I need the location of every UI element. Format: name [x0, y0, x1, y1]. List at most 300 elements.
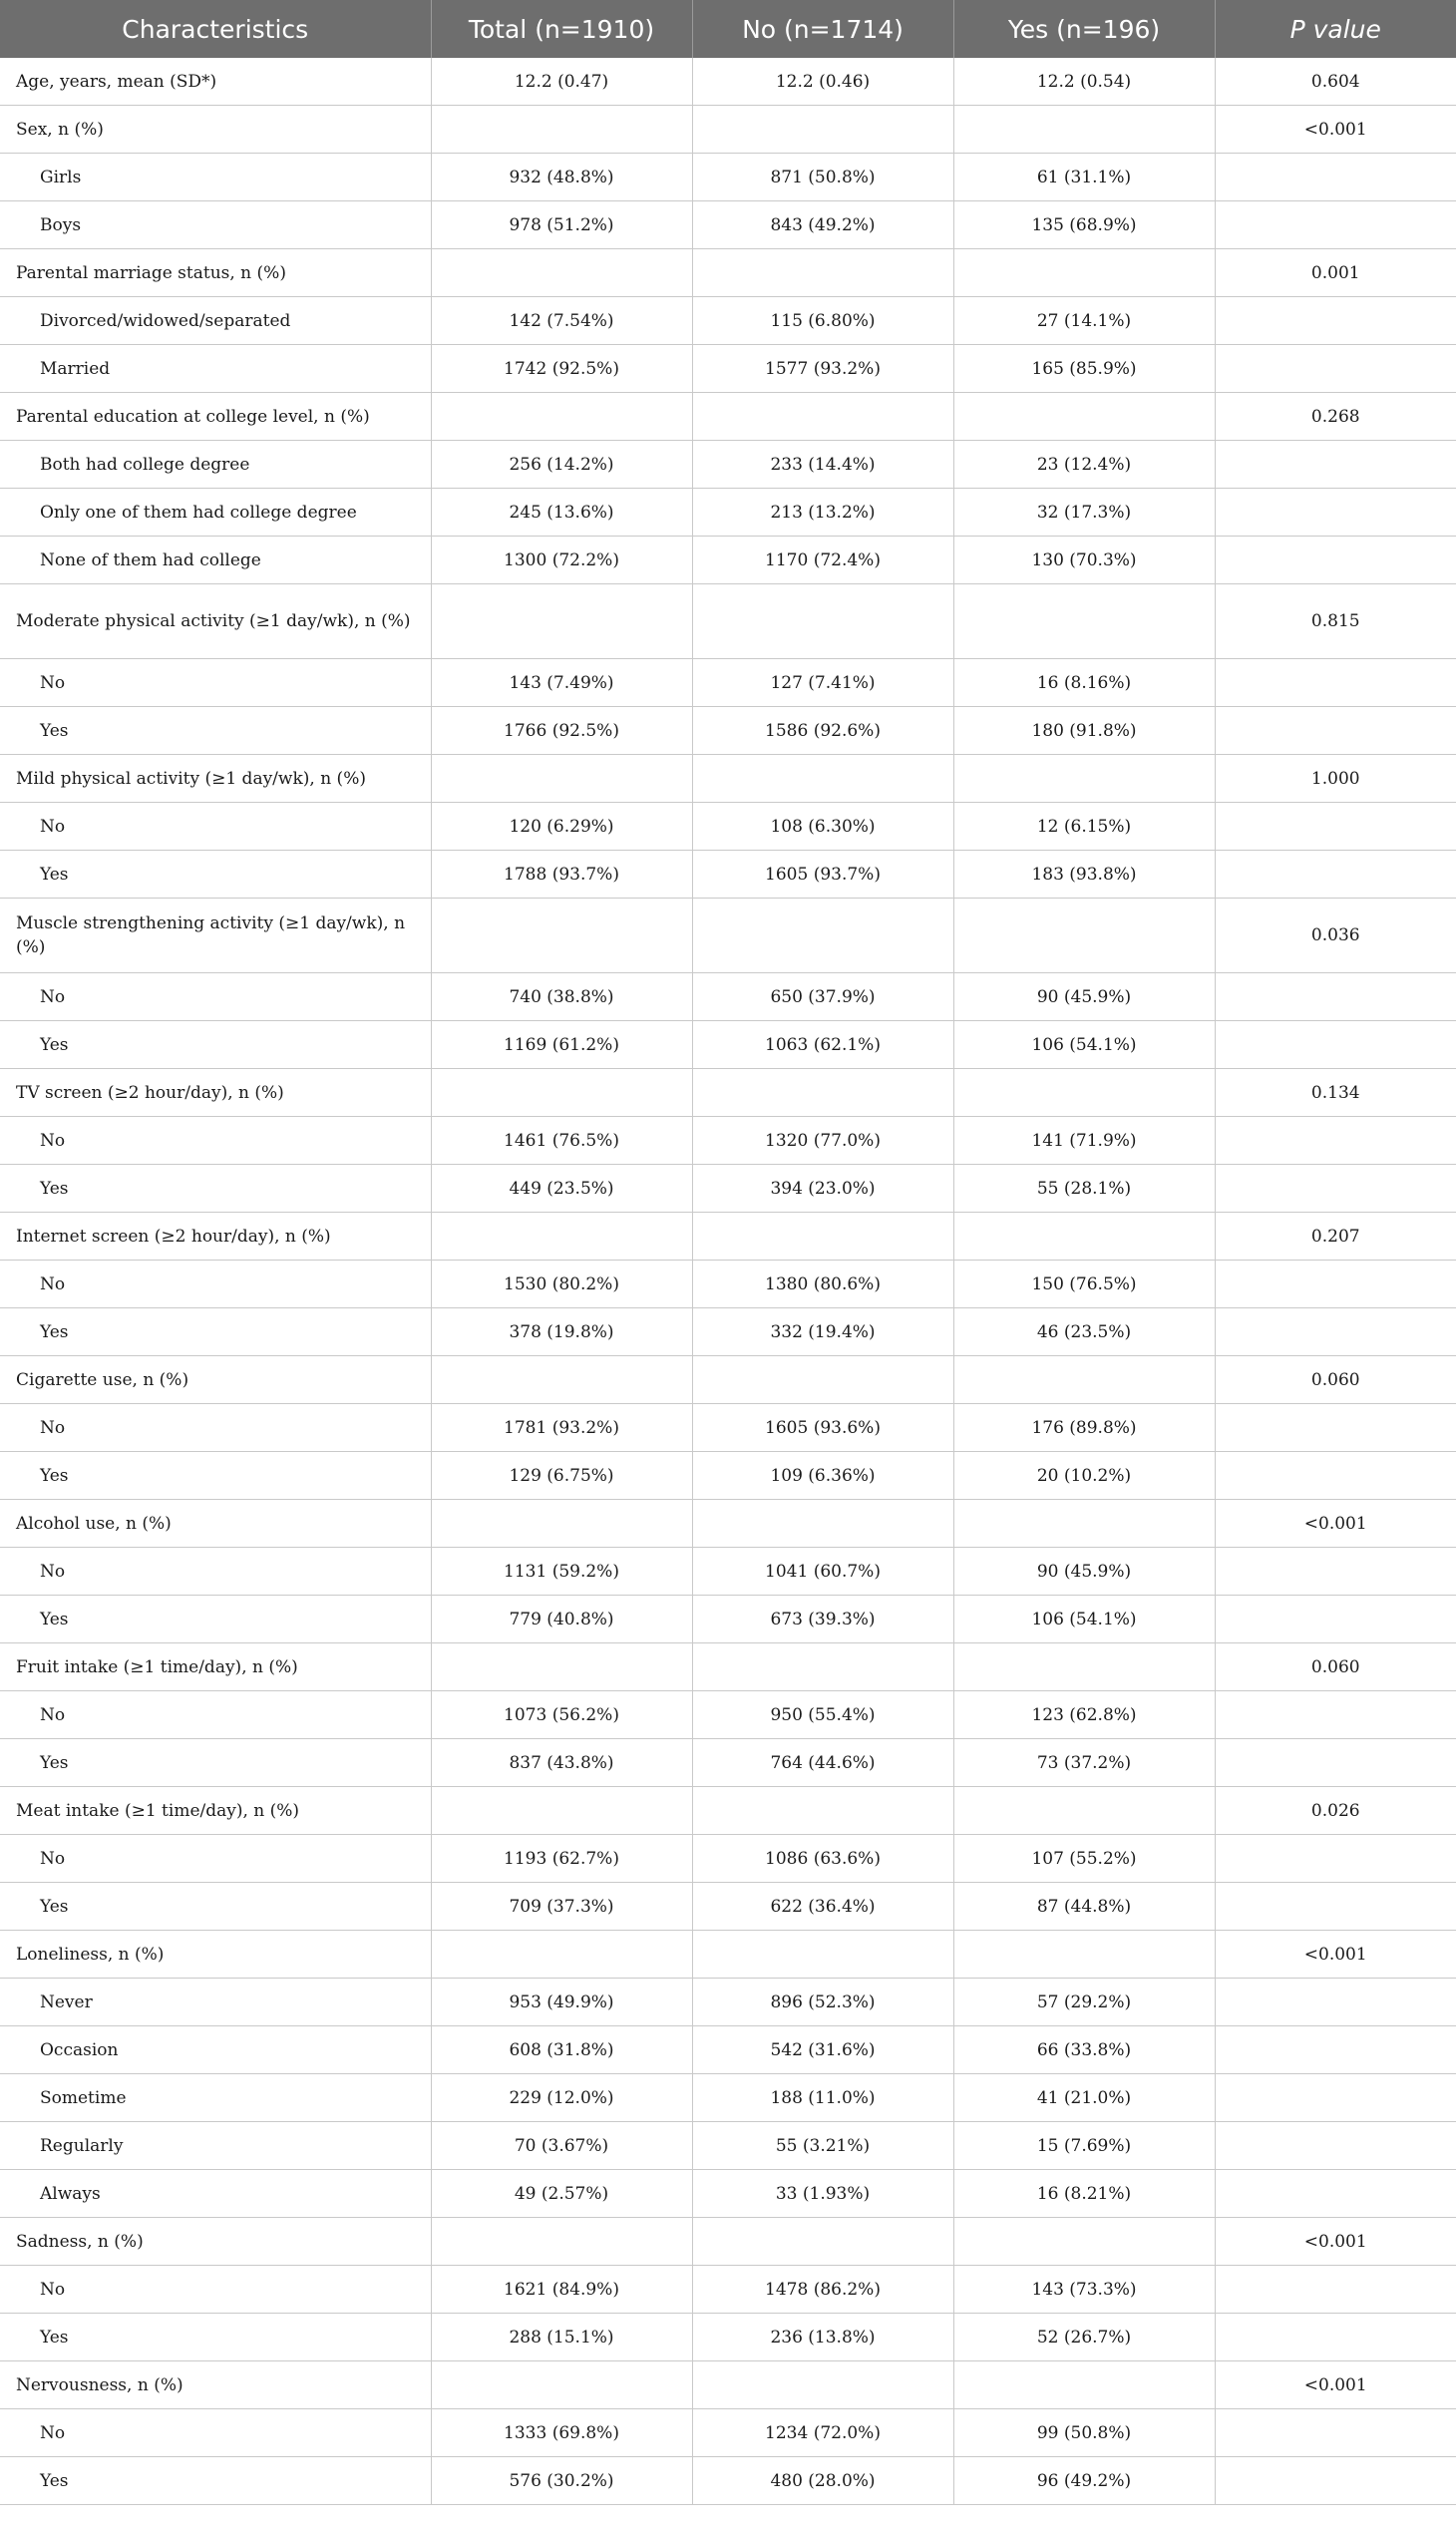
label-cell: Occasion: [0, 2026, 431, 2074]
p-value-cell: [1215, 1117, 1456, 1165]
p-value-cell: [1215, 2314, 1456, 2361]
no-cell: 1041 (60.7%): [692, 1548, 953, 1596]
p-value-cell: [1215, 1691, 1456, 1739]
label-cell: Yes: [0, 1452, 431, 1500]
yes-cell: 90 (45.9%): [953, 1548, 1215, 1596]
subcategory-row: [0, 1979, 1456, 2026]
p-value-cell: [1215, 1165, 1456, 1213]
no-cell: [692, 584, 953, 659]
label-cell: Nervousness, n (%): [0, 2361, 431, 2409]
p-value-cell: [1215, 803, 1456, 851]
total-cell: [431, 106, 692, 154]
subcategory-row: [0, 297, 1456, 345]
p-value-cell: [1215, 2170, 1456, 2218]
variable-row: [0, 106, 1456, 154]
p-value-cell: [1215, 1596, 1456, 1643]
yes-cell: [953, 1643, 1215, 1691]
p-value-cell: [1215, 973, 1456, 1021]
p-value-cell: [1215, 1404, 1456, 1452]
label-cell: No: [0, 1261, 431, 1308]
yes-cell: 23 (12.4%): [953, 441, 1215, 489]
no-cell: [692, 899, 953, 973]
total-cell: 1530 (80.2%): [431, 1261, 692, 1308]
no-cell: 1478 (86.2%): [692, 2266, 953, 2314]
subcategory-row: [0, 345, 1456, 393]
p-value-cell: [1215, 2026, 1456, 2074]
total-cell: 1333 (69.8%): [431, 2409, 692, 2457]
yes-cell: 106 (54.1%): [953, 1596, 1215, 1643]
total-cell: 1461 (76.5%): [431, 1117, 692, 1165]
table-body: [0, 58, 1456, 2505]
p-value-cell: <0.001: [1215, 1931, 1456, 1979]
total-cell: [431, 2361, 692, 2409]
subcategory-row: [0, 707, 1456, 755]
total-cell: [431, 584, 692, 659]
p-value-cell: 0.026: [1215, 1787, 1456, 1835]
subcategory-row: [0, 1261, 1456, 1308]
no-cell: 1586 (92.6%): [692, 707, 953, 755]
p-value-cell: [1215, 1739, 1456, 1787]
header-row: [0, 0, 1456, 58]
p-value-cell: [1215, 1835, 1456, 1883]
yes-cell: [953, 2218, 1215, 2266]
yes-cell: 165 (85.9%): [953, 345, 1215, 393]
variable-row: [0, 249, 1456, 297]
label-cell: Muscle strengthening activity (≥1 day/wk), n (%): [0, 899, 431, 973]
total-cell: [431, 1643, 692, 1691]
no-cell: 33 (1.93%): [692, 2170, 953, 2218]
label-cell: Yes: [0, 1165, 431, 1213]
total-cell: [431, 899, 692, 973]
yes-cell: [953, 106, 1215, 154]
no-cell: [692, 1931, 953, 1979]
yes-cell: 16 (8.21%): [953, 2170, 1215, 2218]
no-cell: 1063 (62.1%): [692, 1021, 953, 1069]
no-cell: 871 (50.8%): [692, 154, 953, 201]
yes-cell: 66 (33.8%): [953, 2026, 1215, 2074]
subcategory-row: [0, 2266, 1456, 2314]
subcategory-row: [0, 1021, 1456, 1069]
label-cell: Yes: [0, 2457, 431, 2505]
no-cell: [692, 2361, 953, 2409]
variable-row: [0, 1931, 1456, 1979]
label-cell: Yes: [0, 1308, 431, 1356]
total-cell: 1781 (93.2%): [431, 1404, 692, 1452]
label-cell: Yes: [0, 1739, 431, 1787]
total-cell: [431, 1213, 692, 1261]
variable-row: [0, 1356, 1456, 1404]
p-value-cell: 0.815: [1215, 584, 1456, 659]
no-cell: 332 (19.4%): [692, 1308, 953, 1356]
label-cell: Yes: [0, 2314, 431, 2361]
label-cell: Yes: [0, 1021, 431, 1069]
total-cell: 1131 (59.2%): [431, 1548, 692, 1596]
subcategory-row: [0, 1739, 1456, 1787]
p-value-cell: [1215, 2122, 1456, 2170]
no-cell: 233 (14.4%): [692, 441, 953, 489]
yes-cell: [953, 1356, 1215, 1404]
total-cell: 576 (30.2%): [431, 2457, 692, 2505]
label-cell: No: [0, 973, 431, 1021]
yes-cell: 150 (76.5%): [953, 1261, 1215, 1308]
label-cell: Both had college degree: [0, 441, 431, 489]
label-cell: Parental education at college level, n (%): [0, 393, 431, 441]
subcategory-row: [0, 201, 1456, 249]
label-cell: Parental marriage status, n (%): [0, 249, 431, 297]
yes-cell: [953, 1069, 1215, 1117]
subcategory-row: [0, 2170, 1456, 2218]
p-value-cell: <0.001: [1215, 106, 1456, 154]
total-cell: 49 (2.57%): [431, 2170, 692, 2218]
total-cell: 608 (31.8%): [431, 2026, 692, 2074]
total-cell: 245 (13.6%): [431, 489, 692, 537]
p-value-cell: 1.000: [1215, 755, 1456, 803]
total-cell: 1766 (92.5%): [431, 707, 692, 755]
variable-row: [0, 1213, 1456, 1261]
p-value-cell: [1215, 154, 1456, 201]
label-cell: Cigarette use, n (%): [0, 1356, 431, 1404]
yes-cell: 12 (6.15%): [953, 803, 1215, 851]
label-cell: Never: [0, 1979, 431, 2026]
no-cell: 1320 (77.0%): [692, 1117, 953, 1165]
subcategory-row: [0, 1835, 1456, 1883]
variable-row: [0, 584, 1456, 659]
no-cell: 1234 (72.0%): [692, 2409, 953, 2457]
label-cell: Girls: [0, 154, 431, 201]
variable-row: [0, 1069, 1456, 1117]
no-cell: [692, 1643, 953, 1691]
no-cell: 115 (6.80%): [692, 297, 953, 345]
label-cell: No: [0, 1117, 431, 1165]
total-cell: [431, 1500, 692, 1548]
p-value-cell: [1215, 297, 1456, 345]
total-cell: 740 (38.8%): [431, 973, 692, 1021]
yes-cell: [953, 1500, 1215, 1548]
label-cell: No: [0, 2409, 431, 2457]
variable-row: [0, 755, 1456, 803]
no-cell: 1605 (93.7%): [692, 851, 953, 899]
subcategory-row: [0, 803, 1456, 851]
variable-row: [0, 1787, 1456, 1835]
no-cell: [692, 1356, 953, 1404]
total-cell: 143 (7.49%): [431, 659, 692, 707]
total-cell: 932 (48.8%): [431, 154, 692, 201]
yes-cell: 20 (10.2%): [953, 1452, 1215, 1500]
total-cell: [431, 755, 692, 803]
table-header: [0, 0, 1456, 58]
label-cell: Meat intake (≥1 time/day), n (%): [0, 1787, 431, 1835]
variable-row: [0, 1643, 1456, 1691]
no-cell: 1086 (63.6%): [692, 1835, 953, 1883]
total-cell: 779 (40.8%): [431, 1596, 692, 1643]
no-cell: 1605 (93.6%): [692, 1404, 953, 1452]
yes-cell: 99 (50.8%): [953, 2409, 1215, 2457]
label-cell: Yes: [0, 1883, 431, 1931]
total-cell: 953 (49.9%): [431, 1979, 692, 2026]
total-cell: 978 (51.2%): [431, 201, 692, 249]
no-cell: 1380 (80.6%): [692, 1261, 953, 1308]
total-cell: 449 (23.5%): [431, 1165, 692, 1213]
no-cell: 236 (13.8%): [692, 2314, 953, 2361]
no-cell: 1577 (93.2%): [692, 345, 953, 393]
label-cell: Age, years, mean (SD*): [0, 58, 431, 106]
p-value-cell: [1215, 441, 1456, 489]
subcategory-row: [0, 1883, 1456, 1931]
subcategory-row: [0, 851, 1456, 899]
no-cell: 843 (49.2%): [692, 201, 953, 249]
total-cell: 70 (3.67%): [431, 2122, 692, 2170]
label-cell: No: [0, 1691, 431, 1739]
p-value-cell: [1215, 1979, 1456, 2026]
no-cell: [692, 1213, 953, 1261]
p-value-cell: 0.001: [1215, 249, 1456, 297]
total-cell: [431, 1787, 692, 1835]
total-cell: 1193 (62.7%): [431, 1835, 692, 1883]
subcategory-row: [0, 1117, 1456, 1165]
no-cell: 12.2 (0.46): [692, 58, 953, 106]
total-cell: 1073 (56.2%): [431, 1691, 692, 1739]
yes-cell: 32 (17.3%): [953, 489, 1215, 537]
label-cell: Yes: [0, 707, 431, 755]
no-cell: 764 (44.6%): [692, 1739, 953, 1787]
p-value-cell: 0.036: [1215, 899, 1456, 973]
label-cell: Regularly: [0, 2122, 431, 2170]
label-cell: Sex, n (%): [0, 106, 431, 154]
p-value-cell: 0.060: [1215, 1356, 1456, 1404]
header-no: No (n=1714): [692, 0, 953, 58]
no-cell: [692, 1787, 953, 1835]
subcategory-row: [0, 1691, 1456, 1739]
subcategory-row: [0, 441, 1456, 489]
subcategory-row: [0, 2026, 1456, 2074]
yes-cell: [953, 1931, 1215, 1979]
total-cell: 288 (15.1%): [431, 2314, 692, 2361]
p-value-cell: <0.001: [1215, 2361, 1456, 2409]
p-value-cell: <0.001: [1215, 1500, 1456, 1548]
yes-cell: 52 (26.7%): [953, 2314, 1215, 2361]
yes-cell: 12.2 (0.54): [953, 58, 1215, 106]
p-value-cell: 0.060: [1215, 1643, 1456, 1691]
p-value-cell: [1215, 345, 1456, 393]
p-value-cell: [1215, 1308, 1456, 1356]
yes-cell: 61 (31.1%): [953, 154, 1215, 201]
yes-cell: [953, 899, 1215, 973]
p-value-cell: [1215, 1261, 1456, 1308]
subcategory-row: [0, 1404, 1456, 1452]
p-value-cell: <0.001: [1215, 2218, 1456, 2266]
yes-cell: [953, 2361, 1215, 2409]
variable-row: [0, 1500, 1456, 1548]
yes-cell: 143 (73.3%): [953, 2266, 1215, 2314]
label-cell: No: [0, 1548, 431, 1596]
label-cell: No: [0, 1835, 431, 1883]
yes-cell: 55 (28.1%): [953, 1165, 1215, 1213]
p-value-cell: [1215, 2457, 1456, 2505]
yes-cell: [953, 249, 1215, 297]
p-value-cell: [1215, 2266, 1456, 2314]
no-cell: [692, 249, 953, 297]
header-characteristics: Characteristics: [0, 0, 431, 58]
subcategory-row: [0, 1548, 1456, 1596]
yes-cell: 130 (70.3%): [953, 537, 1215, 584]
total-cell: [431, 1931, 692, 1979]
header-yes: Yes (n=196): [953, 0, 1215, 58]
subcategory-row: [0, 537, 1456, 584]
label-cell: Fruit intake (≥1 time/day), n (%): [0, 1643, 431, 1691]
p-value-cell: [1215, 707, 1456, 755]
total-cell: 378 (19.8%): [431, 1308, 692, 1356]
yes-cell: 183 (93.8%): [953, 851, 1215, 899]
label-cell: Sadness, n (%): [0, 2218, 431, 2266]
label-cell: No: [0, 2266, 431, 2314]
p-value-cell: [1215, 2074, 1456, 2122]
no-cell: 650 (37.9%): [692, 973, 953, 1021]
p-value-cell: 0.134: [1215, 1069, 1456, 1117]
no-cell: 109 (6.36%): [692, 1452, 953, 1500]
p-value-cell: [1215, 489, 1456, 537]
no-cell: 188 (11.0%): [692, 2074, 953, 2122]
label-cell: None of them had college: [0, 537, 431, 584]
yes-cell: 135 (68.9%): [953, 201, 1215, 249]
no-cell: 1170 (72.4%): [692, 537, 953, 584]
label-cell: Boys: [0, 201, 431, 249]
no-cell: 394 (23.0%): [692, 1165, 953, 1213]
yes-cell: [953, 584, 1215, 659]
yes-cell: [953, 1213, 1215, 1261]
yes-cell: 57 (29.2%): [953, 1979, 1215, 2026]
yes-cell: [953, 755, 1215, 803]
variable-row: [0, 2218, 1456, 2266]
total-cell: 229 (12.0%): [431, 2074, 692, 2122]
total-cell: 129 (6.75%): [431, 1452, 692, 1500]
yes-cell: 123 (62.8%): [953, 1691, 1215, 1739]
no-cell: [692, 755, 953, 803]
yes-cell: 46 (23.5%): [953, 1308, 1215, 1356]
variable-row: [0, 58, 1456, 106]
label-cell: Yes: [0, 1596, 431, 1643]
subcategory-row: [0, 489, 1456, 537]
p-value-cell: [1215, 1548, 1456, 1596]
yes-cell: 141 (71.9%): [953, 1117, 1215, 1165]
no-cell: [692, 106, 953, 154]
label-cell: Internet screen (≥2 hour/day), n (%): [0, 1213, 431, 1261]
subcategory-row: [0, 2122, 1456, 2170]
no-cell: 622 (36.4%): [692, 1883, 953, 1931]
label-cell: Moderate physical activity (≥1 day/wk), n (%): [0, 584, 431, 659]
yes-cell: 96 (49.2%): [953, 2457, 1215, 2505]
total-cell: [431, 2218, 692, 2266]
yes-cell: 41 (21.0%): [953, 2074, 1215, 2122]
variable-row: [0, 899, 1456, 973]
subcategory-row: [0, 1165, 1456, 1213]
no-cell: [692, 1500, 953, 1548]
subcategory-row: [0, 1452, 1456, 1500]
yes-cell: 87 (44.8%): [953, 1883, 1215, 1931]
label-cell: Mild physical activity (≥1 day/wk), n (%): [0, 755, 431, 803]
subcategory-row: [0, 2074, 1456, 2122]
label-cell: TV screen (≥2 hour/day), n (%): [0, 1069, 431, 1117]
subcategory-row: [0, 2314, 1456, 2361]
p-value-cell: 0.268: [1215, 393, 1456, 441]
yes-cell: 27 (14.1%): [953, 297, 1215, 345]
subcategory-row: [0, 1308, 1456, 1356]
p-value-cell: 0.604: [1215, 58, 1456, 106]
label-cell: No: [0, 659, 431, 707]
yes-cell: [953, 1787, 1215, 1835]
p-value-cell: [1215, 659, 1456, 707]
subcategory-row: [0, 659, 1456, 707]
total-cell: 837 (43.8%): [431, 1739, 692, 1787]
p-value-cell: [1215, 201, 1456, 249]
total-cell: [431, 1069, 692, 1117]
total-cell: [431, 393, 692, 441]
total-cell: 1169 (61.2%): [431, 1021, 692, 1069]
total-cell: 1788 (93.7%): [431, 851, 692, 899]
total-cell: 120 (6.29%): [431, 803, 692, 851]
no-cell: 127 (7.41%): [692, 659, 953, 707]
label-cell: Only one of them had college degree: [0, 489, 431, 537]
no-cell: [692, 2218, 953, 2266]
label-cell: No: [0, 1404, 431, 1452]
yes-cell: [953, 393, 1215, 441]
yes-cell: 180 (91.8%): [953, 707, 1215, 755]
subcategory-row: [0, 154, 1456, 201]
total-cell: 12.2 (0.47): [431, 58, 692, 106]
no-cell: 542 (31.6%): [692, 2026, 953, 2074]
p-value-cell: [1215, 851, 1456, 899]
yes-cell: 15 (7.69%): [953, 2122, 1215, 2170]
variable-row: [0, 393, 1456, 441]
total-cell: 709 (37.3%): [431, 1883, 692, 1931]
total-cell: 1621 (84.9%): [431, 2266, 692, 2314]
total-cell: 142 (7.54%): [431, 297, 692, 345]
label-cell: Married: [0, 345, 431, 393]
subcategory-row: [0, 973, 1456, 1021]
label-cell: No: [0, 803, 431, 851]
yes-cell: 107 (55.2%): [953, 1835, 1215, 1883]
subcategory-row: [0, 2457, 1456, 2505]
p-value-cell: 0.207: [1215, 1213, 1456, 1261]
variable-row: [0, 2361, 1456, 2409]
no-cell: 896 (52.3%): [692, 1979, 953, 2026]
no-cell: 673 (39.3%): [692, 1596, 953, 1643]
yes-cell: 16 (8.16%): [953, 659, 1215, 707]
yes-cell: 106 (54.1%): [953, 1021, 1215, 1069]
p-value-cell: [1215, 2409, 1456, 2457]
p-value-cell: [1215, 1452, 1456, 1500]
header-total: Total (n=1910): [431, 0, 692, 58]
subcategory-row: [0, 1596, 1456, 1643]
no-cell: 950 (55.4%): [692, 1691, 953, 1739]
header-p-value: P value: [1215, 0, 1456, 58]
no-cell: 213 (13.2%): [692, 489, 953, 537]
label-cell: Alcohol use, n (%): [0, 1500, 431, 1548]
no-cell: 108 (6.30%): [692, 803, 953, 851]
label-cell: Sometime: [0, 2074, 431, 2122]
total-cell: 1742 (92.5%): [431, 345, 692, 393]
total-cell: 256 (14.2%): [431, 441, 692, 489]
no-cell: 480 (28.0%): [692, 2457, 953, 2505]
total-cell: [431, 249, 692, 297]
label-cell: Divorced/widowed/separated: [0, 297, 431, 345]
yes-cell: 176 (89.8%): [953, 1404, 1215, 1452]
total-cell: 1300 (72.2%): [431, 537, 692, 584]
no-cell: [692, 393, 953, 441]
subcategory-row: [0, 2409, 1456, 2457]
p-value-cell: [1215, 1883, 1456, 1931]
label-cell: Loneliness, n (%): [0, 1931, 431, 1979]
yes-cell: 73 (37.2%): [953, 1739, 1215, 1787]
